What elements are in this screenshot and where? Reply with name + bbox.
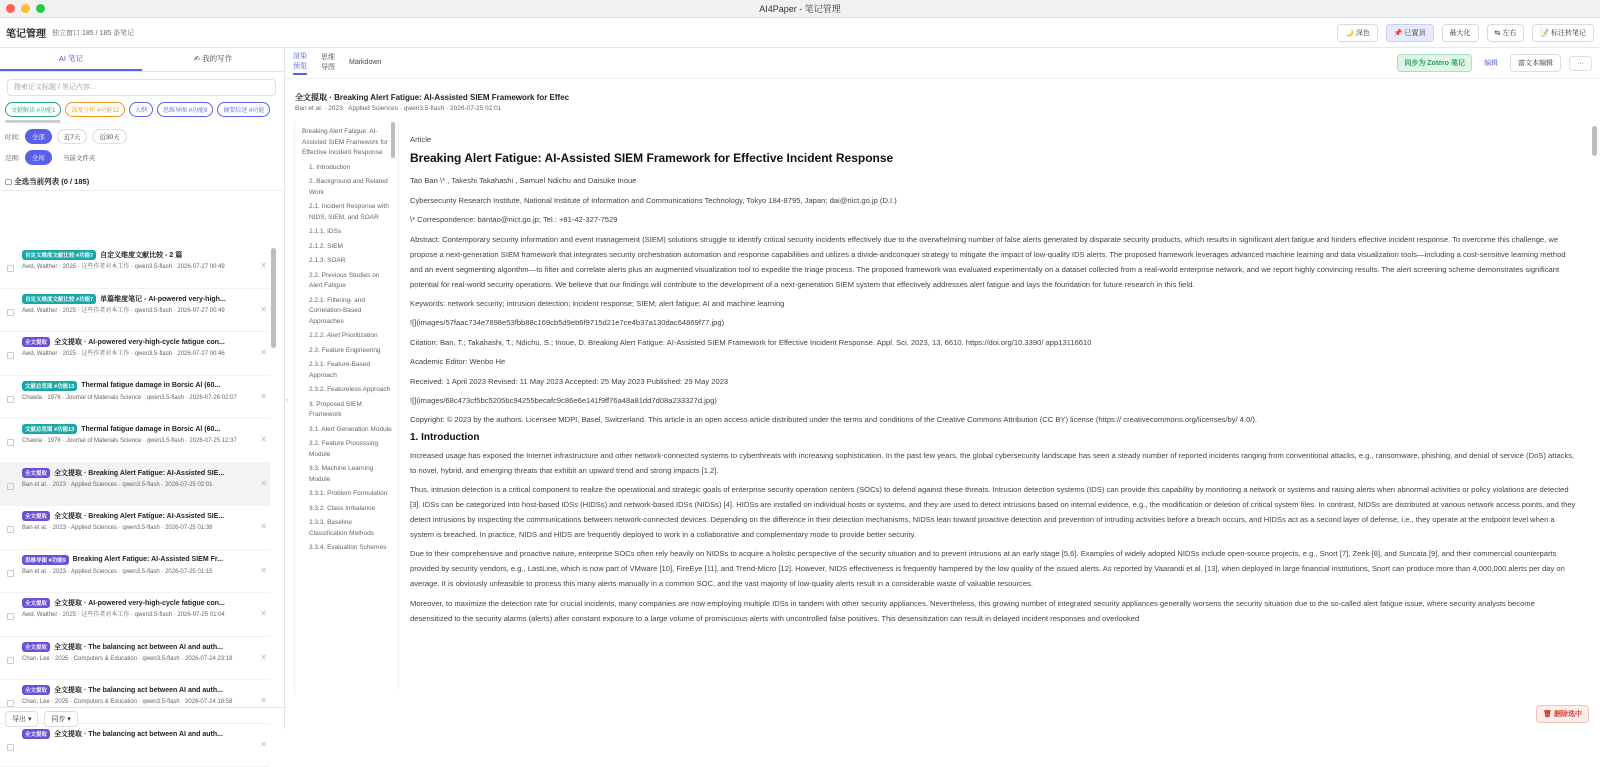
item-header	[22, 555, 265, 565]
rich-text-edit-button[interactable]: 富文本编辑	[1510, 54, 1561, 72]
item-checkbox[interactable]	[7, 309, 14, 316]
item-title: 全文提取 · Breaking Alert Fatigue: AI-Assisted SIE...	[54, 511, 224, 521]
list-item[interactable]	[0, 593, 270, 637]
toc-item[interactable]: 2.1.2. SIEM	[302, 242, 392, 253]
paragraph: Received: 1 April 2023 Revised: 11 May 2023 Accepted: 25 May 2023 Published: 29 May 2023	[410, 374, 1577, 389]
item-header	[22, 598, 265, 608]
paragraph: Cybersecurity Research Institute, National Institute of Information and Communications Technology, Tokyo 184-8795, Japan; dai@nict.go.jp (D.I.)	[410, 193, 1577, 208]
item-checkbox[interactable]	[7, 526, 14, 533]
paragraph: ![](images/57faac734e7898e53fbb88c169cb5d9eb6f9715d21e7ce4b37a130dac64869f77.jpg)	[410, 315, 1577, 330]
app-header	[0, 18, 1600, 48]
viewer-actions	[1397, 54, 1592, 72]
tab-mind-map[interactable]: 思维 导图	[321, 53, 335, 73]
export-button[interactable]: 导出 ▾	[5, 711, 38, 727]
close-icon[interactable]: ✕	[260, 479, 267, 488]
note-meta: Ban et al. · 2023 · Applied Sciences · qwen3.5-flash · 2026-07-25 02:01	[295, 105, 501, 112]
paragraph: Academic Editor: Wenbo He	[410, 354, 1577, 369]
notes-list	[0, 245, 270, 707]
list-item[interactable]	[0, 463, 270, 507]
toc-item[interactable]: 2.3.2. Featureless Approach	[302, 385, 392, 396]
list-item[interactable]	[0, 289, 270, 333]
close-icon[interactable]: ✕	[260, 435, 267, 444]
collapse-toc-handle[interactable]: ‹	[286, 398, 288, 404]
time-filter-label: 时间:	[5, 132, 20, 141]
page-subtitle: 独立窗口 185 / 185 条笔记	[52, 28, 134, 38]
item-checkbox[interactable]	[7, 700, 14, 707]
tab-markdown[interactable]: Markdown	[349, 58, 381, 68]
toc-item[interactable]: Breaking Alert Fatigue: AI-Assisted SIEM Framework for Effective Incident Response	[302, 127, 392, 159]
close-icon[interactable]: ✕	[260, 653, 267, 662]
item-meta: Chan, Lee · 2025 · Computers & Education · qwen3.5-flash · 2026-07-24 23:18	[22, 655, 265, 664]
item-header	[22, 511, 265, 521]
toc-item[interactable]: 2.1.3. SOAR	[302, 256, 392, 267]
item-badge: 文献总览图 #功能13	[22, 381, 77, 391]
item-badge: 全文提取	[22, 468, 50, 478]
item-title: Thermal fatigue damage in Borsic Al (60...	[81, 426, 220, 433]
note-title: 全文提取 · Breaking Alert Fatigue: AI-Assisted SIEM Framework for Effec	[295, 92, 569, 103]
time-filter-30d[interactable]: 近30天	[92, 129, 126, 144]
item-checkbox[interactable]	[7, 570, 14, 577]
item-title: 全文提取 · AI-powered very-high-cycle fatigue con...	[54, 598, 225, 608]
select-all-checkbox[interactable]	[0, 173, 284, 191]
category-chip[interactable]: 摘要综述 #功能	[217, 102, 270, 117]
toc-scrollbar[interactable]	[391, 122, 395, 158]
item-title: 全文提取 · The balancing act between AI and auth...	[54, 729, 223, 739]
item-badge: 自定义维度文献比较 #功能7	[22, 250, 96, 260]
item-checkbox[interactable]	[7, 265, 14, 272]
article-kind: Article	[410, 132, 1577, 147]
close-icon[interactable]: ✕	[260, 566, 267, 575]
close-icon[interactable]: ✕	[260, 392, 267, 401]
item-header	[22, 729, 265, 739]
page-title: 笔记管理	[6, 25, 46, 40]
item-title: Thermal fatigue damage in Borsic Al (60...	[81, 382, 220, 389]
window-controls	[6, 4, 45, 13]
header-actions	[1337, 24, 1594, 42]
item-checkbox[interactable]	[7, 396, 14, 403]
time-filter-all[interactable]: 全部	[25, 129, 52, 144]
item-badge: 全文提取	[22, 729, 50, 739]
scope-filter	[0, 149, 284, 165]
category-chip[interactable]: 深度分析 #功能12	[65, 102, 125, 117]
item-badge: 文献总览图 #功能13	[22, 424, 77, 434]
tab-my-writing[interactable]: ✍ 我的写作	[142, 48, 284, 71]
item-checkbox[interactable]	[7, 439, 14, 446]
category-chip[interactable]: 思维导图 #功能9	[157, 102, 213, 117]
time-filter-7d[interactable]: 近7天	[57, 129, 88, 144]
item-meta: Ban et al. · 2023 · Applied Sciences · qwen3.5-flash · 2026-07-25 01:38	[22, 524, 265, 533]
item-meta: Ban et al. · 2023 · Applied Sciences · qwen3.5-flash · 2026-07-25 02:01	[22, 481, 265, 490]
item-badge: 思维导图 #功能9	[22, 555, 69, 565]
close-icon[interactable]: ✕	[260, 348, 267, 357]
toc-item[interactable]: 1. Introduction	[302, 163, 392, 174]
scope-filter-library[interactable]: 全库	[25, 150, 52, 165]
scope-filter-folder[interactable]: 当前文件夹	[57, 151, 102, 164]
delete-selected-button[interactable]: 🗑 删除选中	[1536, 705, 1589, 723]
close-icon[interactable]: ✕	[260, 522, 267, 531]
article-title: Breaking Alert Fatigue: AI-Assisted SIEM Framework for Effective Incident Response	[410, 151, 1577, 165]
category-chip[interactable]: 文献解读 #功能1	[5, 102, 61, 117]
close-window-button[interactable]	[6, 4, 15, 13]
document-scrollbar[interactable]	[1592, 126, 1597, 156]
toc-item[interactable]: 2.2.1. Filtering- and Correlation-Based Approaches	[302, 296, 392, 328]
tab-ai-notes[interactable]: AI 笔记	[0, 48, 142, 71]
list-item[interactable]	[0, 637, 270, 681]
toc-item[interactable]: 3.3.4. Evaluation Schemes	[302, 543, 392, 554]
sidebar-tabs	[0, 48, 284, 72]
toc-item[interactable]: 3.3.1. Problem Formulation	[302, 489, 392, 500]
close-icon[interactable]: ✕	[260, 696, 267, 705]
item-header	[22, 337, 265, 347]
item-checkbox[interactable]	[7, 352, 14, 359]
minimize-window-button[interactable]	[21, 4, 30, 13]
item-title: 全文提取 · Breaking Alert Fatigue: AI-Assisted SIE...	[54, 468, 224, 478]
title-bar	[0, 0, 1600, 18]
pin-button[interactable]: 📌 已置顶	[1386, 24, 1434, 42]
paragraph: Citation: Ban, T.; Takahashi, T.; Ndichu, S.; Inoue, D. Breaking Alert Fatigue: AI-Assisted SIEM Framework for Effective Incident Response. Appl. Sci. 2023, 13, 6610. https://doi.org/10.3390/ app13116610	[410, 335, 1577, 350]
toc-item[interactable]: 2.1. Incident Response with NIDS, SIEM, and SOAR	[302, 202, 392, 223]
category-chips	[0, 96, 284, 117]
more-menu-button[interactable]: ···	[1569, 56, 1592, 71]
list-item[interactable]	[0, 376, 270, 420]
item-title: 全文提取 · The balancing act between AI and auth...	[54, 642, 223, 652]
paragraph: Keywords: network security; intrusion detection; incident response; SIEM; alert fatigue; AI and machine learning	[410, 296, 1577, 311]
paragraph: Due to their comprehensive and proactive nature, enterprise SOCs often rely heavily on NIDSs to acquire a holistic perspective of the security situation and to prevent intrusions at an early stage [5,6]. Examples of widely adopted NIDSs include open-source projects, e.g., Snort [7], Zeek [8], and Suricata [9], and their commercial counterparts provided by security vendors, e.g., LastLine, which is now part of VMware [10], FireEye [11], and Trend-Micro [12]. However, NIDS effectiveness is frequently hampered by the low quality of the issued alerts. As reported by Vaarandi et al. [13], when deployed in large financial institutions, Snort can produce more than 4,000,000 alerts per day on average. It is obviously unfeasible to process this many alerts manually in a common SOC, and the vast majority of low-quality alerts result in a considerable waste of valuable resources.	[410, 546, 1577, 591]
maximize-button[interactable]: 最大化	[1442, 24, 1479, 42]
item-header	[22, 685, 265, 695]
dark-mode-button[interactable]: 🌙 深色	[1337, 24, 1378, 42]
item-title: 全文提取 · The balancing act between AI and auth...	[54, 685, 223, 695]
item-meta: Awd, Walther · 2025 · 这些作者对本工作 · qwen3.5-flash · 2026-07-25 01:04	[22, 611, 265, 620]
item-header	[22, 294, 265, 304]
close-icon[interactable]: ✕	[260, 740, 267, 749]
document-content	[398, 122, 1588, 689]
list-item[interactable]	[0, 506, 270, 550]
search-input[interactable]: 搜索论文标题 / 笔记内容...	[7, 79, 276, 96]
item-meta: Chawla · 1976 · Journal of Materials Science · qwen3.5-flash · 2026-07-26 02:07	[22, 394, 265, 403]
paragraph: Thus, intrusion detection is a critical component to realize the operational and strategic goals of enterprise security operation centers (SOCs) to defend against these threats. Intrusion detection systems (IDS) can provide this capability by monitoring a network or systems and raising alerts when abnormal activities or policy violations are detected [3]. IDSs can be categorized into host-based IDSs (HIDSs) and network-based IDSs (NIDSs) [4]. HIDSs are installed on individual hosts or systems, and they are used to detect intrusions based on internal evidence, e.g., the modification or deletion of critical system files. In contrast, NIDSs are distributed at various network access points, and they detect intrusions by inspecting the communications between network-connected devices. Depending on the difference in their detection mechanisms, NIDSs lean toward proactive detection and prevention of intruding activities before a breach occurs, and HIDSs act as a second layer of defense, i.e., they operate at the endpoint level when a system is breached. In practice, NIDS and HIDS are frequently deployed to work in a collaborative and complementary mode to provide better security.	[410, 482, 1577, 542]
paragraph: Tao Ban \* , Takeshi Takahashi , Samuel Ndichu and Daisuke Inoue	[410, 173, 1577, 188]
item-header	[22, 468, 265, 478]
item-title: Breaking Alert Fatigue: AI-Assisted SIEM Fr...	[73, 556, 223, 563]
category-chip[interactable]: 大纲	[129, 102, 153, 117]
item-badge: 全文提取	[22, 642, 50, 652]
toc-item[interactable]: 2.2.2. Alert Prioritization	[302, 331, 392, 342]
collapse-divider[interactable]	[294, 122, 295, 694]
toc-item[interactable]: 3.1. Alert Generation Module	[302, 425, 392, 436]
toc-item[interactable]: 3.3.2. Class Imbalance	[302, 504, 392, 515]
sync-zotero-button[interactable]: 同步为 Zotero 笔记	[1397, 54, 1472, 72]
item-header	[22, 424, 265, 434]
select-all-label: 全选当前列表 (0 / 185)	[14, 177, 89, 186]
item-meta: Chawla · 1976 · Journal of Materials Science · qwen3.5-flash · 2026-07-25 12:37	[22, 437, 265, 446]
toc-item[interactable]: 3.3.3. Baseline Classification Methods	[302, 518, 392, 539]
toc-item[interactable]: 3.2. Feature Processing Module	[302, 439, 392, 460]
item-badge: 全文提取	[22, 598, 50, 608]
item-checkbox[interactable]	[7, 744, 14, 751]
section-heading: 1. Introduction	[410, 432, 1577, 443]
view-tabs	[285, 48, 1600, 79]
item-meta: Ban et al. · 2023 · Applied Sciences · qwen3.5-flash · 2026-07-25 01:15	[22, 568, 265, 577]
item-meta: Awd, Walther · 2025 · 这些作者对本工作 · qwen3.5-flash · 2026-07-27 00:46	[22, 350, 265, 359]
list-item[interactable]	[0, 419, 270, 463]
zoom-window-button[interactable]	[36, 4, 45, 13]
toc-item[interactable]: 2. Background and Related Work	[302, 177, 392, 198]
item-badge: 全文提取	[22, 337, 50, 347]
paragraph: Increased usage has exposed the Internet infrastructure and other network-connected systems to cyberthreats with increasing sophistication. In the past few years, the global cybersecurity landscape has seen a steady number of reported incidents ranging from conventional attacks, e.g., ransomware, phishing, and denial of service (DoS) attacks, to novel, hybrid, and emerging threats that exhibit an upward trend and strong impacts [1,2].	[410, 448, 1577, 478]
list-item[interactable]	[0, 245, 270, 289]
item-header	[22, 642, 265, 652]
sync-button[interactable]: 同步 ▾	[44, 711, 77, 727]
item-header	[22, 381, 265, 391]
edit-button[interactable]: 编辑	[1480, 55, 1502, 71]
item-badge: 全文提取	[22, 511, 50, 521]
list-item[interactable]	[0, 550, 270, 594]
item-meta: Awd, Walther · 2025 · 这些作者对本工作 · qwen3.5-flash · 2026-07-27 00:49	[22, 307, 265, 316]
window-title: AI4Paper - 笔记管理	[759, 4, 841, 14]
item-meta: Awd, Walther · 2025 · 这些作者对本工作 · qwen3.5-flash · 2026-07-27 00:49	[22, 263, 265, 272]
item-title: 自定义维度文献比较 - 2 篇	[100, 250, 182, 260]
annotation-to-note-button[interactable]: 📝 标注转笔记	[1532, 24, 1594, 42]
item-header	[22, 250, 265, 260]
paragraph: Moreover, to maximize the detection rate for crucial incidents, many companies are now employing multiple IDSs in tandem with other security appliances. Nevertheless, this growing number of integrated security appliances generally worsens the security situation due to the so-called alert fatigue issue, where security analysts become desensitized to the security alarms (alerts) after constant exposure to a large volume of promiscuous alerts with uncontrolled false positives. This desensitization can result in delayed incident responses and overlooked	[410, 596, 1577, 626]
close-icon[interactable]: ✕	[260, 305, 267, 314]
toc-item[interactable]: 2.3.1. Feature-Based Approach	[302, 360, 392, 381]
table-of-contents	[302, 127, 392, 694]
item-checkbox[interactable]	[7, 483, 14, 490]
list-item[interactable]	[0, 332, 270, 376]
paragraph: ![](images/68c473cf5bc5205bc94255becafc9c86e6e141f9ff76a48a81dd7d08a233327d.jpg)	[410, 393, 1577, 408]
close-icon[interactable]: ✕	[260, 261, 267, 270]
item-badge: 自定义维度文献比较 #功能7	[22, 294, 96, 304]
toc-item[interactable]: 2.2. Previous Studies on Alert Fatigue	[302, 271, 392, 292]
item-badge: 全文提取	[22, 685, 50, 695]
sidebar-bottom-bar	[0, 707, 284, 729]
toc-item[interactable]: 2.3. Feature Engineering	[302, 346, 392, 357]
select-all-box[interactable]: ▢	[5, 177, 14, 186]
toc-item[interactable]: 3. Proposed SIEM Framework	[302, 400, 392, 421]
notes-sidebar	[0, 48, 285, 729]
paragraph: Abstract: Contemporary security information and event management (SIEM) solutions struggle to identify critical security incidents effectively due to the overwhelming number of false alerts generated by disparate security products, which results in significant alert fatigue and hinders effective incident response. To overcome this challenge, we propose a next-generation SIEM framework that integrates security orchestration automation and response capabilities and utilizes a divide-andconquer strategy to mitigate the impact of low-quality IDS alerts. The proposed framework leverages advanced machine learning and data visualization tools—including a cost-sensitive learning method and an event segmenting algorithm—to filter and correlate alerts plus an augmented visualization tool to expedite the triage process. The proposed framework was evaluated experimentally on a dataset collected from a real-world enterprise network, and we report highly convincing results. The alert screening scheme demonstrates significant potential for real-world security operations. We believe that our findings will contribute to the development of a next-generation SIEM system that effectively addresses alert fatigue and lays the foundation for future research in this field.	[410, 232, 1577, 292]
item-title: 全文提取 · AI-powered very-high-cycle fatigue con...	[54, 337, 225, 347]
item-meta: Chan, Lee · 2025 · Computers & Education · qwen3.5-flash · 2026-07-24 18:58	[22, 698, 265, 707]
time-filter	[0, 128, 284, 144]
paragraph: \* Correspondence: bantao@nict.go.jp; Tel.: +81-42-327-7529	[410, 212, 1577, 227]
toc-item[interactable]: 2.1.1. IDSs	[302, 227, 392, 238]
paragraph: Copyright: © 2023 by the authors. Licensee MDPI, Basel, Switzerland. This article is an open access article distributed under the terms and conditions of the Creative Commons Attribution (CC BY) license (https:// creativecommons.org/licenses/by/ 4.0/).	[410, 412, 1577, 427]
item-checkbox[interactable]	[7, 613, 14, 620]
close-icon[interactable]: ✕	[260, 609, 267, 618]
item-title: 单篇维度笔记 - AI-powered very-high...	[100, 294, 226, 304]
split-layout-button[interactable]: ⇆ 左右	[1487, 24, 1525, 42]
item-checkbox[interactable]	[7, 657, 14, 664]
list-scrollbar[interactable]	[271, 248, 276, 348]
list-item[interactable]	[0, 724, 270, 767]
toc-item[interactable]: 3.3. Machine Learning Module	[302, 464, 392, 485]
scope-filter-label: 范围:	[5, 153, 20, 162]
tab-rendered-preview[interactable]: 渲染 预览	[293, 52, 307, 75]
chips-scrollbar[interactable]	[5, 120, 61, 123]
note-viewer	[285, 48, 1600, 729]
